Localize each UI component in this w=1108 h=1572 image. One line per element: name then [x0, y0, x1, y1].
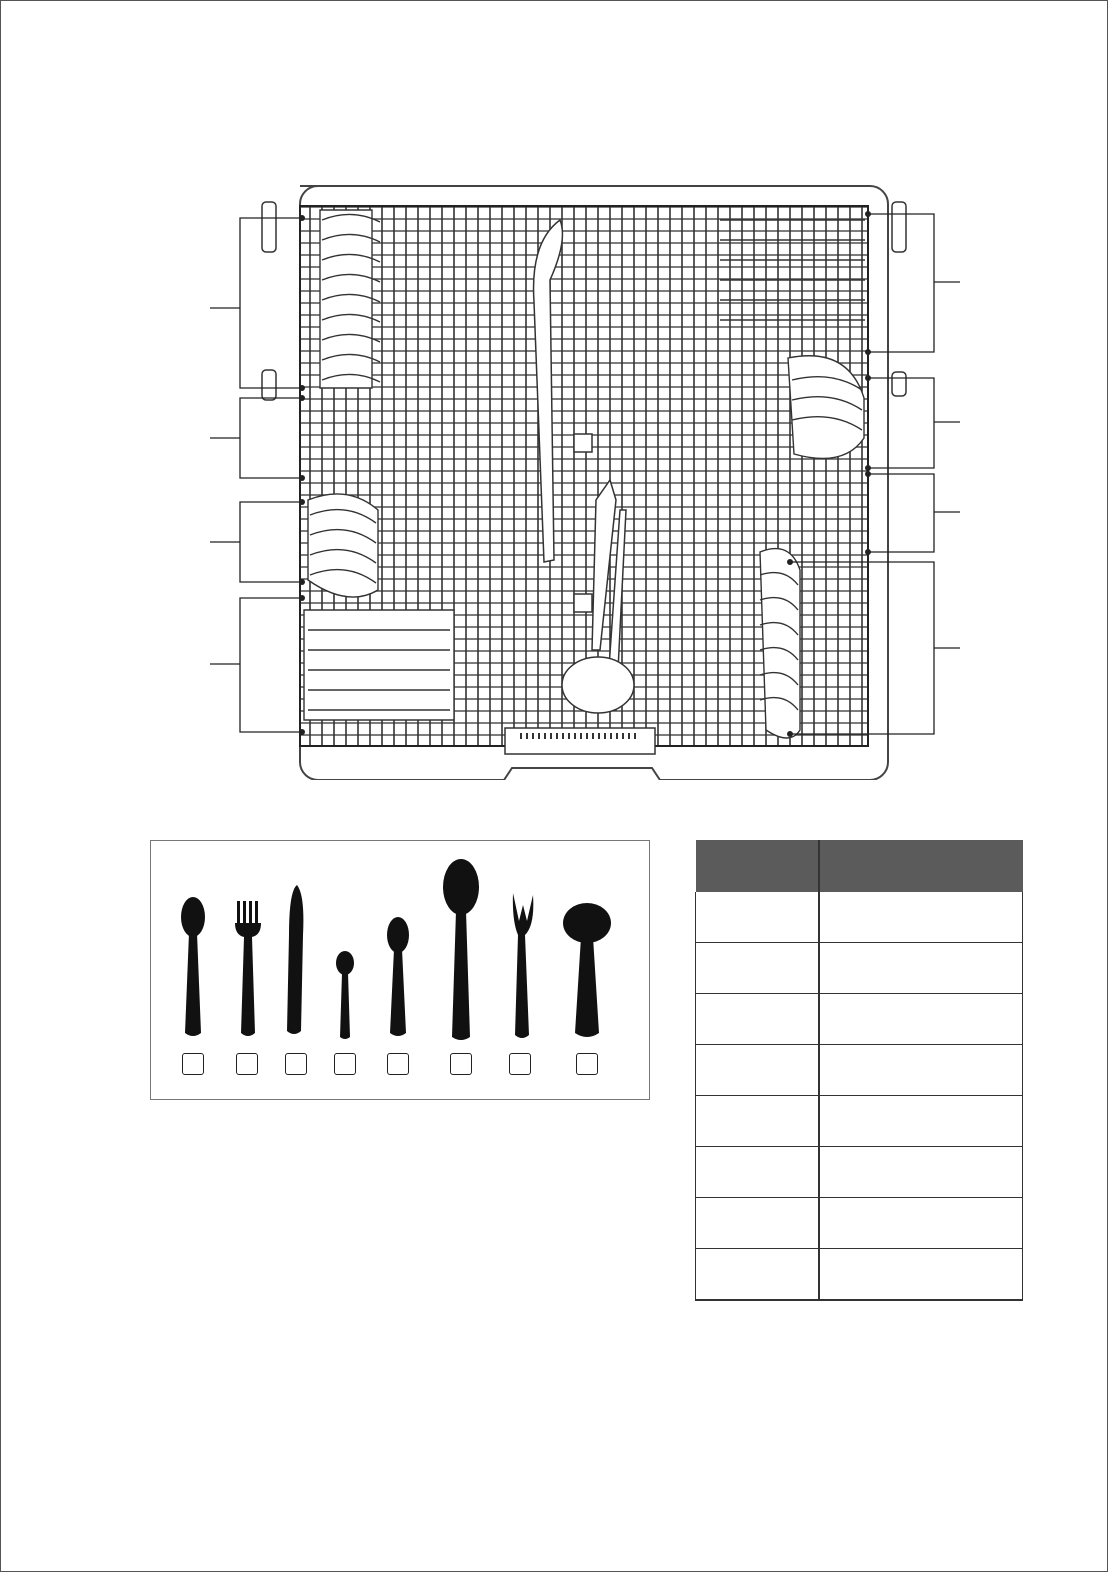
table-row	[696, 994, 1023, 1045]
left-lower-cutlery-group	[304, 610, 454, 720]
tablespoon-checkbox[interactable]	[182, 1053, 204, 1075]
table-cell[interactable]	[819, 1249, 1023, 1301]
cutlery-rack-diagram	[200, 180, 980, 780]
left-middle-cutlery-group	[308, 494, 378, 597]
table-cell[interactable]	[696, 1096, 819, 1147]
table-cell[interactable]	[696, 943, 819, 994]
coffee-spoon-checkbox[interactable]	[334, 1053, 356, 1075]
serving-fork-checkbox[interactable]	[509, 1053, 531, 1075]
table-cell[interactable]	[696, 892, 819, 943]
left-callouts	[210, 218, 302, 732]
table-cell[interactable]	[696, 994, 819, 1045]
knife-checkbox[interactable]	[285, 1053, 307, 1075]
table-cell[interactable]	[819, 1096, 1023, 1147]
legend-table	[695, 840, 1023, 1301]
ladle-checkbox[interactable]	[576, 1053, 598, 1075]
table-row	[696, 892, 1023, 943]
table-cell[interactable]	[819, 1045, 1023, 1096]
table-cell[interactable]	[819, 892, 1023, 943]
coffee-spoon-icon	[336, 951, 354, 1039]
serving-spoon-checkbox[interactable]	[450, 1053, 472, 1075]
ladle-icon	[563, 903, 611, 1037]
right-lower-cutlery-group	[760, 549, 800, 738]
serving-spoon-icon	[443, 859, 479, 1040]
tablespoon-icon	[181, 897, 205, 1036]
dessert-spoon-checkbox[interactable]	[387, 1053, 409, 1075]
table-row	[696, 943, 1023, 994]
legend-header-cell-2	[819, 840, 1023, 892]
legend-header-cell-1	[696, 840, 819, 892]
table-row	[696, 1249, 1023, 1301]
table-cell[interactable]	[696, 1045, 819, 1096]
table-cell[interactable]	[696, 1249, 819, 1301]
knife-icon	[287, 885, 303, 1034]
table-cell[interactable]	[696, 1198, 819, 1249]
table-row	[696, 1096, 1023, 1147]
dessert-spoon-icon	[387, 917, 409, 1036]
rack-handle[interactable]	[505, 728, 655, 754]
left-upper-cutlery-group	[320, 210, 380, 388]
table-cell[interactable]	[819, 994, 1023, 1045]
table-cell[interactable]	[819, 1147, 1023, 1198]
table-row	[696, 1147, 1023, 1198]
fork-icon	[235, 901, 261, 1036]
serving-fork-icon	[513, 893, 533, 1038]
table-cell[interactable]	[819, 1198, 1023, 1249]
table-row	[696, 1045, 1023, 1096]
table-cell[interactable]	[696, 1147, 819, 1198]
legend-header-row	[696, 840, 1023, 892]
table-cell[interactable]	[819, 943, 1023, 994]
fork-checkbox[interactable]	[236, 1053, 258, 1075]
cutlery-type-panel	[150, 840, 650, 1100]
table-row	[696, 1198, 1023, 1249]
